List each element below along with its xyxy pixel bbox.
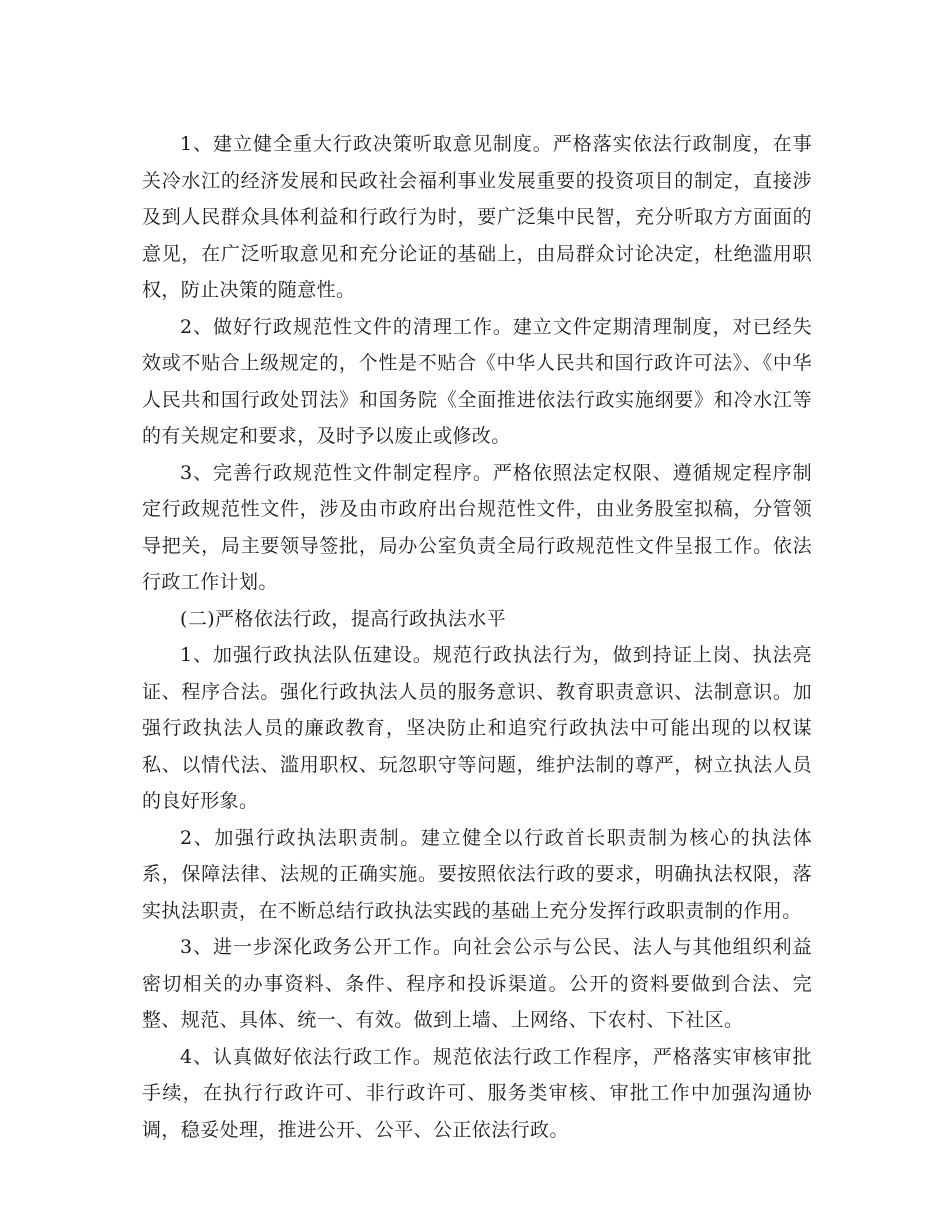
paragraph-enforcement-team: 1、加强行政执法队伍建设。规范行政执法行为，做到持证上岗、执法亮证、程序合法。强化行政执法人员的服务意识、教育职责意识、法制意识。加强行政执法人员的廉政教育，坚决防止和追究行政执法中可能出现的以权谋私、以情代法、滥用职权、玩忽职守等问题，维护法制的尊严，树立执法人员的良好形象。 xyxy=(142,644,812,812)
document-body xyxy=(142,126,812,1148)
paragraph-government-openness: 3、进一步深化政务公开工作。向社会公示与公民、法人与其他组织利益密切相关的办事资料、条件、程序和投诉渠道。公开的资料要做到合法、完整、规范、具体、统一、有效。做到上墙、上网络、下农村、下社区。 xyxy=(142,936,812,1031)
paragraph-normative-file-procedure: 3、完善行政规范性文件制定程序。严格依照法定权限、遵循规定程序制定行政规范性文件，涉及由市政府出台规范性文件，由业务股室拟稿，分管领导把关，局主要领导签批，局办公室负责全局行政规范性文件呈报工作。依法行政工作计划。 xyxy=(142,461,812,593)
paragraph-enforcement-responsibility: 2、加强行政执法职责制。建立健全以行政首长职责制为核心的执法体系，保障法律、法规的正确实施。要按照依法行政的要求，明确执法权限，落实执法职责，在不断总结行政执法实践的基础上充分发挥行政职责制的作用。 xyxy=(142,826,812,922)
paragraph-lawful-administration: 4、认真做好依法行政工作。规范依法行政工作程序，严格落实审核审批手续，在执行行政许可、非行政许可、服务类审核、审批工作中加强沟通协调，稳妥处理，推进公开、公平、公正依法行政。 xyxy=(142,1045,812,1141)
section-heading: (二)严格依法行政，提高行政执法水平 xyxy=(180,607,507,630)
paragraph-decision-opinion: 1、建立健全重大行政决策听取意见制度。严格落实依法行政制度，在事关冷水江的经济发展和民政社会福利事业发展重要的投资项目的制定，直接涉及到人民群众具体利益和行政行为时，要广泛集中民智，充分听取方方面面的意见，在广泛听取意见和充分论证的基础上，由局群众讨论决定，杜绝滥用职权，防止决策的随意性。 xyxy=(142,133,812,301)
paragraph-normative-file-cleanup: 2、做好行政规范性文件的清理工作。建立文件定期清理制度，对已经失效或不贴合上级规定的，个性是不贴合《中华人民共和国行政许可法》、《中华人民共和国行政处罚法》和国务院《全面推进依法行政实施纲要》和冷水江等的有关规定和要求，及时予以废止或修改。 xyxy=(142,315,812,447)
